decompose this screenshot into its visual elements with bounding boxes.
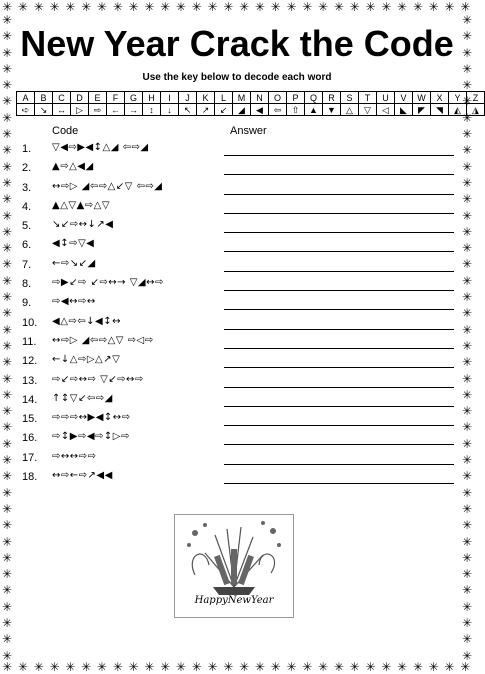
snowflake-icon: ✳ bbox=[17, 0, 30, 14]
snowflake-icon: ✳ bbox=[461, 436, 473, 451]
snowflake-icon: ✳ bbox=[17, 660, 30, 674]
puzzle-number: 10. bbox=[22, 316, 38, 329]
puzzle-number: 7. bbox=[22, 258, 32, 271]
snowflake-icon: ✳ bbox=[1, 127, 13, 142]
snowflake-icon: ✳ bbox=[333, 660, 346, 674]
puzzle-number: 4. bbox=[22, 200, 32, 213]
key-symbol: ↘ bbox=[35, 104, 53, 116]
snowflake-icon: ✳ bbox=[461, 371, 473, 386]
snowflake-icon: ✳ bbox=[461, 61, 473, 76]
snowflake-icon: ✳ bbox=[461, 290, 473, 305]
answer-column-header: Answer bbox=[230, 125, 267, 137]
instructions: Use the key below to decode each word bbox=[142, 72, 332, 83]
key-symbol: ← bbox=[107, 104, 125, 116]
key-letter: X bbox=[431, 92, 449, 104]
snowflake-icon: ✳ bbox=[1, 404, 13, 419]
key-letter: B bbox=[35, 92, 53, 104]
key-symbol: △ bbox=[341, 104, 359, 116]
snowflake-icon: ✳ bbox=[1, 485, 13, 500]
coded-word: ⇨↙⇨↔⇨ ▽↙⇨↔⇨ bbox=[52, 373, 144, 385]
puzzle-number: 8. bbox=[22, 278, 32, 291]
answer-line[interactable] bbox=[224, 290, 454, 291]
snowflake-icon: ✳ bbox=[33, 660, 46, 674]
cipher-key-symbols-row bbox=[17, 104, 485, 116]
snowflake-icon: ✳ bbox=[1, 469, 13, 484]
snowflake-icon: ✳ bbox=[461, 241, 473, 256]
snowflake-icon: ✳ bbox=[65, 660, 77, 674]
snowflake-icon: ✳ bbox=[460, 660, 472, 674]
puzzle-number: 15. bbox=[22, 413, 38, 426]
happy-new-year-image bbox=[174, 514, 294, 618]
cipher-key-letters-row bbox=[17, 92, 485, 104]
answer-line[interactable] bbox=[224, 406, 454, 407]
snowflake-icon: ✳ bbox=[254, 0, 267, 14]
answer-line[interactable] bbox=[224, 387, 454, 388]
snowflake-icon: ✳ bbox=[207, 660, 220, 674]
snowflake-icon: ✳ bbox=[318, 0, 330, 14]
snowflake-icon: ✳ bbox=[461, 13, 473, 27]
snowflake-icon: ✳ bbox=[1, 355, 13, 370]
key-letter: I bbox=[161, 92, 179, 104]
snowflake-icon: ✳ bbox=[461, 469, 473, 484]
key-symbol: ◁ bbox=[377, 104, 395, 116]
snowflake-icon: ✳ bbox=[65, 0, 77, 14]
puzzle-row bbox=[22, 198, 454, 217]
puzzle-list bbox=[22, 140, 454, 487]
puzzle-number: 11. bbox=[22, 335, 37, 348]
puzzle-number: 12. bbox=[22, 355, 38, 368]
answer-line[interactable] bbox=[224, 213, 454, 214]
coded-word: ⇨◀↔⇨↔ bbox=[52, 296, 96, 308]
answer-line[interactable] bbox=[224, 309, 454, 310]
answer-line[interactable] bbox=[224, 348, 454, 349]
snowflake-icon: ✳ bbox=[144, 0, 156, 14]
key-letter: M bbox=[233, 92, 251, 104]
key-letter: N bbox=[251, 92, 269, 104]
snowflake-icon: ✳ bbox=[1, 257, 13, 272]
snowflake-icon: ✳ bbox=[318, 660, 330, 674]
coded-word: ⇨↔↔⇨⇨ bbox=[52, 450, 97, 462]
key-letter: G bbox=[125, 92, 143, 104]
snowflake-icon: ✳ bbox=[461, 29, 473, 44]
snowflake-icon: ✳ bbox=[96, 660, 109, 674]
coded-word: ⇨⇨⇨↔▶◀↕↔⇨ bbox=[52, 412, 131, 424]
snowflake-icon: ✳ bbox=[2, 660, 14, 674]
snowflake-icon: ✳ bbox=[461, 518, 473, 533]
snowflake-icon: ✳ bbox=[1, 550, 13, 565]
snowflake-icon: ✳ bbox=[1, 534, 13, 549]
puzzle-row bbox=[22, 236, 454, 255]
snowflake-icon: ✳ bbox=[461, 224, 473, 239]
key-symbol: ↕ bbox=[143, 104, 161, 116]
answer-line[interactable] bbox=[224, 194, 454, 195]
snowflake-icon: ✳ bbox=[302, 0, 314, 14]
snowflake-icon: ✳ bbox=[412, 660, 425, 674]
snowflake-icon: ✳ bbox=[1, 518, 13, 533]
snowflake-icon: ✳ bbox=[160, 0, 172, 14]
coded-word: ▲△▽▲⇨△▽ bbox=[52, 199, 111, 211]
coded-word: ⇨↕▶⇨◀⇨↕▷⇨ bbox=[52, 431, 130, 443]
puzzle-row bbox=[22, 256, 454, 275]
puzzle-number: 18. bbox=[22, 471, 38, 484]
key-symbol: → bbox=[125, 104, 143, 116]
puzzle-row bbox=[22, 372, 454, 391]
puzzle-row bbox=[22, 410, 454, 429]
puzzle-number: 16. bbox=[22, 432, 38, 445]
snowflake-icon: ✳ bbox=[1, 371, 13, 386]
snowflake-icon: ✳ bbox=[1, 322, 13, 337]
key-symbol: ◭ bbox=[449, 104, 467, 116]
snowflake-icon: ✳ bbox=[1, 599, 13, 614]
snowflake-icon: ✳ bbox=[397, 0, 409, 14]
puzzle-row bbox=[22, 352, 454, 371]
snowflake-icon: ✳ bbox=[461, 322, 473, 337]
snowflake-icon: ✳ bbox=[428, 660, 441, 674]
snowflake-icon: ✳ bbox=[349, 0, 362, 14]
snowflake-icon: ✳ bbox=[160, 660, 172, 674]
puzzle-row bbox=[22, 217, 454, 236]
snowflake-icon: ✳ bbox=[461, 355, 473, 370]
snowflake-icon: ✳ bbox=[461, 583, 473, 598]
snowflake-icon: ✳ bbox=[461, 94, 473, 109]
snowflake-icon: ✳ bbox=[223, 660, 235, 674]
puzzle-number: 5. bbox=[22, 220, 32, 233]
snowflake-icon: ✳ bbox=[1, 420, 13, 435]
snowflake-icon: ✳ bbox=[49, 0, 62, 14]
snowflake-icon: ✳ bbox=[461, 78, 473, 93]
key-symbol: ⇨ bbox=[89, 104, 107, 116]
puzzle-number: 3. bbox=[22, 181, 32, 194]
key-symbol: ⇦ bbox=[269, 104, 287, 116]
snowflake-icon: ✳ bbox=[33, 0, 46, 14]
key-letter: R bbox=[323, 92, 341, 104]
decorative-border-top bbox=[0, 0, 474, 14]
snowflake-icon: ✳ bbox=[1, 632, 13, 647]
snowflake-icon: ✳ bbox=[223, 0, 235, 14]
snowflake-icon: ✳ bbox=[254, 660, 267, 674]
snowflake-icon: ✳ bbox=[1, 648, 13, 663]
puzzle-row bbox=[22, 140, 454, 159]
key-letter: H bbox=[143, 92, 161, 104]
snowflake-icon: ✳ bbox=[461, 485, 473, 500]
snowflake-icon: ✳ bbox=[191, 660, 204, 674]
snowflake-icon: ✳ bbox=[270, 0, 283, 14]
snowflake-icon: ✳ bbox=[461, 615, 473, 630]
key-symbol: ◤ bbox=[413, 104, 431, 116]
coded-word: ▲⇨△◀◢ bbox=[52, 161, 94, 173]
snowflake-icon: ✳ bbox=[461, 159, 473, 174]
answer-line[interactable] bbox=[224, 483, 454, 484]
answer-line[interactable] bbox=[224, 232, 454, 233]
key-letter: Z bbox=[467, 92, 485, 104]
snowflake-icon: ✳ bbox=[461, 208, 473, 223]
snowflake-icon: ✳ bbox=[444, 0, 456, 14]
snowflake-icon: ✳ bbox=[461, 338, 473, 353]
puzzle-number: 14. bbox=[22, 393, 38, 406]
snowflake-icon: ✳ bbox=[1, 436, 13, 451]
key-symbol: ◮ bbox=[467, 104, 485, 116]
snowflake-icon: ✳ bbox=[144, 660, 156, 674]
key-letter: L bbox=[215, 92, 233, 104]
snowflake-icon: ✳ bbox=[461, 387, 473, 402]
snowflake-icon: ✳ bbox=[1, 338, 13, 353]
snowflake-icon: ✳ bbox=[112, 660, 125, 674]
snowflake-icon: ✳ bbox=[365, 0, 377, 14]
snowflake-icon: ✳ bbox=[81, 660, 93, 674]
puzzle-row bbox=[22, 391, 454, 410]
puzzle-row bbox=[22, 294, 454, 313]
snowflake-icon: ✳ bbox=[1, 143, 13, 158]
puzzle-number: 2. bbox=[22, 162, 32, 175]
key-symbol: ▷ bbox=[71, 104, 89, 116]
puzzle-row bbox=[22, 159, 454, 178]
snowflake-icon: ✳ bbox=[1, 306, 13, 321]
snowflake-icon: ✳ bbox=[1, 273, 13, 288]
snowflake-icon: ✳ bbox=[461, 420, 473, 435]
snowflake-icon: ✳ bbox=[1, 94, 13, 109]
page-title: New Year Crack the Code bbox=[20, 23, 454, 64]
snowflake-icon: ✳ bbox=[397, 660, 409, 674]
answer-line[interactable] bbox=[224, 271, 454, 272]
answer-line[interactable] bbox=[224, 155, 454, 156]
key-symbol: ◢ bbox=[233, 104, 251, 116]
snowflake-icon: ✳ bbox=[191, 0, 204, 14]
snowflake-icon: ✳ bbox=[1, 159, 13, 174]
snowflake-icon: ✳ bbox=[461, 306, 473, 321]
key-letter: Q bbox=[305, 92, 323, 104]
snowflake-icon: ✳ bbox=[461, 110, 473, 125]
puzzle-number: 6. bbox=[22, 239, 32, 252]
code-column-header: Code bbox=[52, 125, 79, 137]
puzzle-row bbox=[22, 179, 454, 198]
puzzle-number: 9. bbox=[22, 297, 32, 310]
snowflake-icon: ✳ bbox=[461, 599, 473, 614]
snowflake-icon: ✳ bbox=[1, 290, 13, 305]
puzzle-number: 1. bbox=[22, 143, 32, 155]
key-letter: Y bbox=[449, 92, 467, 104]
puzzle-row bbox=[22, 333, 454, 352]
key-symbol: ↔ bbox=[53, 104, 71, 116]
snowflake-icon: ✳ bbox=[381, 0, 393, 14]
key-letter: E bbox=[89, 92, 107, 104]
snowflake-icon: ✳ bbox=[428, 0, 441, 14]
decorative-border-left bbox=[0, 12, 14, 662]
snowflake-icon: ✳ bbox=[1, 175, 13, 190]
key-symbol: ⇧ bbox=[287, 104, 305, 116]
key-letter: P bbox=[287, 92, 305, 104]
snowflake-icon: ✳ bbox=[1, 241, 13, 256]
answer-line[interactable] bbox=[224, 425, 454, 426]
snowflake-icon: ✳ bbox=[1, 224, 13, 239]
snowflake-icon: ✳ bbox=[461, 648, 473, 663]
snowflake-icon: ✳ bbox=[461, 534, 473, 549]
snowflake-icon: ✳ bbox=[444, 660, 456, 674]
snowflake-icon: ✳ bbox=[460, 0, 472, 14]
key-letter: D bbox=[71, 92, 89, 104]
coded-word: ◀↕⇨▽◀ bbox=[52, 238, 95, 250]
snowflake-icon: ✳ bbox=[1, 208, 13, 223]
snowflake-icon: ✳ bbox=[1, 192, 13, 207]
snowflake-icon: ✳ bbox=[207, 0, 220, 14]
snowflake-icon: ✳ bbox=[461, 143, 473, 158]
snowflake-icon: ✳ bbox=[1, 387, 13, 402]
snowflake-icon: ✳ bbox=[1, 29, 13, 44]
coded-word: ◀△⇨⇦↓◀↕↔ bbox=[52, 315, 121, 327]
puzzle-number: 17. bbox=[22, 451, 38, 464]
key-letter: V bbox=[395, 92, 413, 104]
key-letter: W bbox=[413, 92, 431, 104]
key-letter: T bbox=[359, 92, 377, 104]
key-symbol: ↗ bbox=[197, 104, 215, 116]
key-symbol: ◀ bbox=[251, 104, 269, 116]
key-symbol: ▽ bbox=[359, 104, 377, 116]
snowflake-icon: ✳ bbox=[461, 632, 473, 647]
snowflake-icon: ✳ bbox=[128, 660, 141, 674]
coded-word: ←↓△⇨▷△↗▽ bbox=[52, 354, 121, 366]
cipher-key-table bbox=[16, 91, 485, 116]
coded-word: ↔⇨▷ ◢⇦⇨△▽ ⇨◁⇨ bbox=[52, 334, 154, 346]
snowflake-icon: ✳ bbox=[302, 660, 314, 674]
snowflake-icon: ✳ bbox=[461, 567, 473, 582]
key-letter: C bbox=[53, 92, 71, 104]
snowflake-icon: ✳ bbox=[1, 567, 13, 582]
key-symbol: ➪ bbox=[17, 104, 35, 116]
snowflake-icon: ✳ bbox=[461, 127, 473, 142]
answer-line[interactable] bbox=[224, 367, 454, 368]
decorative-border-bottom bbox=[0, 660, 474, 674]
coded-word: ↘↙⇨↔↓↗◀ bbox=[52, 219, 114, 231]
snowflake-icon: ✳ bbox=[461, 501, 473, 516]
snowflake-icon: ✳ bbox=[175, 660, 188, 674]
snowflake-icon: ✳ bbox=[461, 45, 473, 60]
snowflake-icon: ✳ bbox=[128, 0, 141, 14]
snowflake-icon: ✳ bbox=[1, 453, 13, 468]
puzzle-row bbox=[22, 429, 454, 448]
key-symbol: ▲ bbox=[305, 104, 323, 116]
key-symbol: ↖ bbox=[179, 104, 197, 116]
coded-word: ▽◀⇨▶◀↕△◢ ⇦⇨◢ bbox=[52, 142, 149, 153]
snowflake-icon: ✳ bbox=[112, 0, 125, 14]
key-letter: F bbox=[107, 92, 125, 104]
key-symbol: ◥ bbox=[431, 104, 449, 116]
coded-word: ↔⇨▷ ◢⇦⇨△↙▽ ⇦⇨◢ bbox=[52, 180, 163, 192]
snowflake-icon: ✳ bbox=[49, 660, 62, 674]
key-letter: U bbox=[377, 92, 395, 104]
snowflake-icon: ✳ bbox=[349, 660, 362, 674]
snowflake-icon: ✳ bbox=[96, 0, 109, 14]
snowflake-icon: ✳ bbox=[239, 0, 251, 14]
snowflake-icon: ✳ bbox=[1, 583, 13, 598]
snowflake-icon: ✳ bbox=[461, 550, 473, 565]
answer-line[interactable] bbox=[224, 251, 454, 252]
snowflake-icon: ✳ bbox=[175, 0, 188, 14]
snowflake-icon: ✳ bbox=[1, 78, 13, 93]
puzzle-row bbox=[22, 275, 454, 294]
puzzle-row bbox=[22, 314, 454, 333]
snowflake-icon: ✳ bbox=[1, 13, 13, 27]
image-caption: HappyNewYear bbox=[194, 595, 274, 606]
snowflake-icon: ✳ bbox=[461, 273, 473, 288]
key-letter: K bbox=[197, 92, 215, 104]
puzzle-row bbox=[22, 449, 454, 468]
snowflake-icon: ✳ bbox=[461, 192, 473, 207]
snowflake-icon: ✳ bbox=[461, 175, 473, 190]
answer-line[interactable] bbox=[224, 329, 454, 330]
key-letter: J bbox=[179, 92, 197, 104]
snowflake-icon: ✳ bbox=[412, 0, 425, 14]
snowflake-icon: ✳ bbox=[333, 0, 346, 14]
answer-line[interactable] bbox=[224, 174, 454, 175]
key-letter: A bbox=[17, 92, 35, 104]
coded-word: ←⇨↘↙◢ bbox=[52, 257, 96, 269]
snowflake-icon: ✳ bbox=[1, 45, 13, 60]
snowflake-icon: ✳ bbox=[461, 257, 473, 272]
snowflake-icon: ✳ bbox=[81, 0, 93, 14]
snowflake-icon: ✳ bbox=[381, 660, 393, 674]
key-symbol: ↓ bbox=[161, 104, 179, 116]
snowflake-icon: ✳ bbox=[1, 110, 13, 125]
snowflake-icon: ✳ bbox=[270, 660, 283, 674]
snowflake-icon: ✳ bbox=[286, 0, 299, 14]
snowflake-icon: ✳ bbox=[461, 453, 473, 468]
snowflake-icon: ✳ bbox=[1, 501, 13, 516]
key-symbol: ◣ bbox=[395, 104, 413, 116]
key-symbol: ▼ bbox=[323, 104, 341, 116]
answer-line[interactable] bbox=[224, 464, 454, 465]
puzzle-number: 13. bbox=[22, 374, 38, 387]
key-letter: S bbox=[341, 92, 359, 104]
coded-word: ↔⇨←⇨↗◀◀ bbox=[52, 470, 113, 482]
snowflake-icon: ✳ bbox=[1, 615, 13, 630]
coded-word: ⇨▶↙⇨ ↙⇨↔→ ▽◢↔⇨ bbox=[52, 277, 164, 289]
puzzle-row bbox=[22, 468, 454, 487]
key-symbol: ↙ bbox=[215, 104, 233, 116]
snowflake-icon: ✳ bbox=[239, 660, 251, 674]
snowflake-icon: ✳ bbox=[2, 0, 14, 14]
key-letter: O bbox=[269, 92, 287, 104]
snowflake-icon: ✳ bbox=[286, 660, 299, 674]
snowflake-icon: ✳ bbox=[1, 61, 13, 76]
coded-word: ↑↕▽↙⇦⇨◢ bbox=[52, 392, 113, 404]
answer-line[interactable] bbox=[224, 444, 454, 445]
snowflake-icon: ✳ bbox=[461, 404, 473, 419]
snowflake-icon: ✳ bbox=[365, 660, 377, 674]
